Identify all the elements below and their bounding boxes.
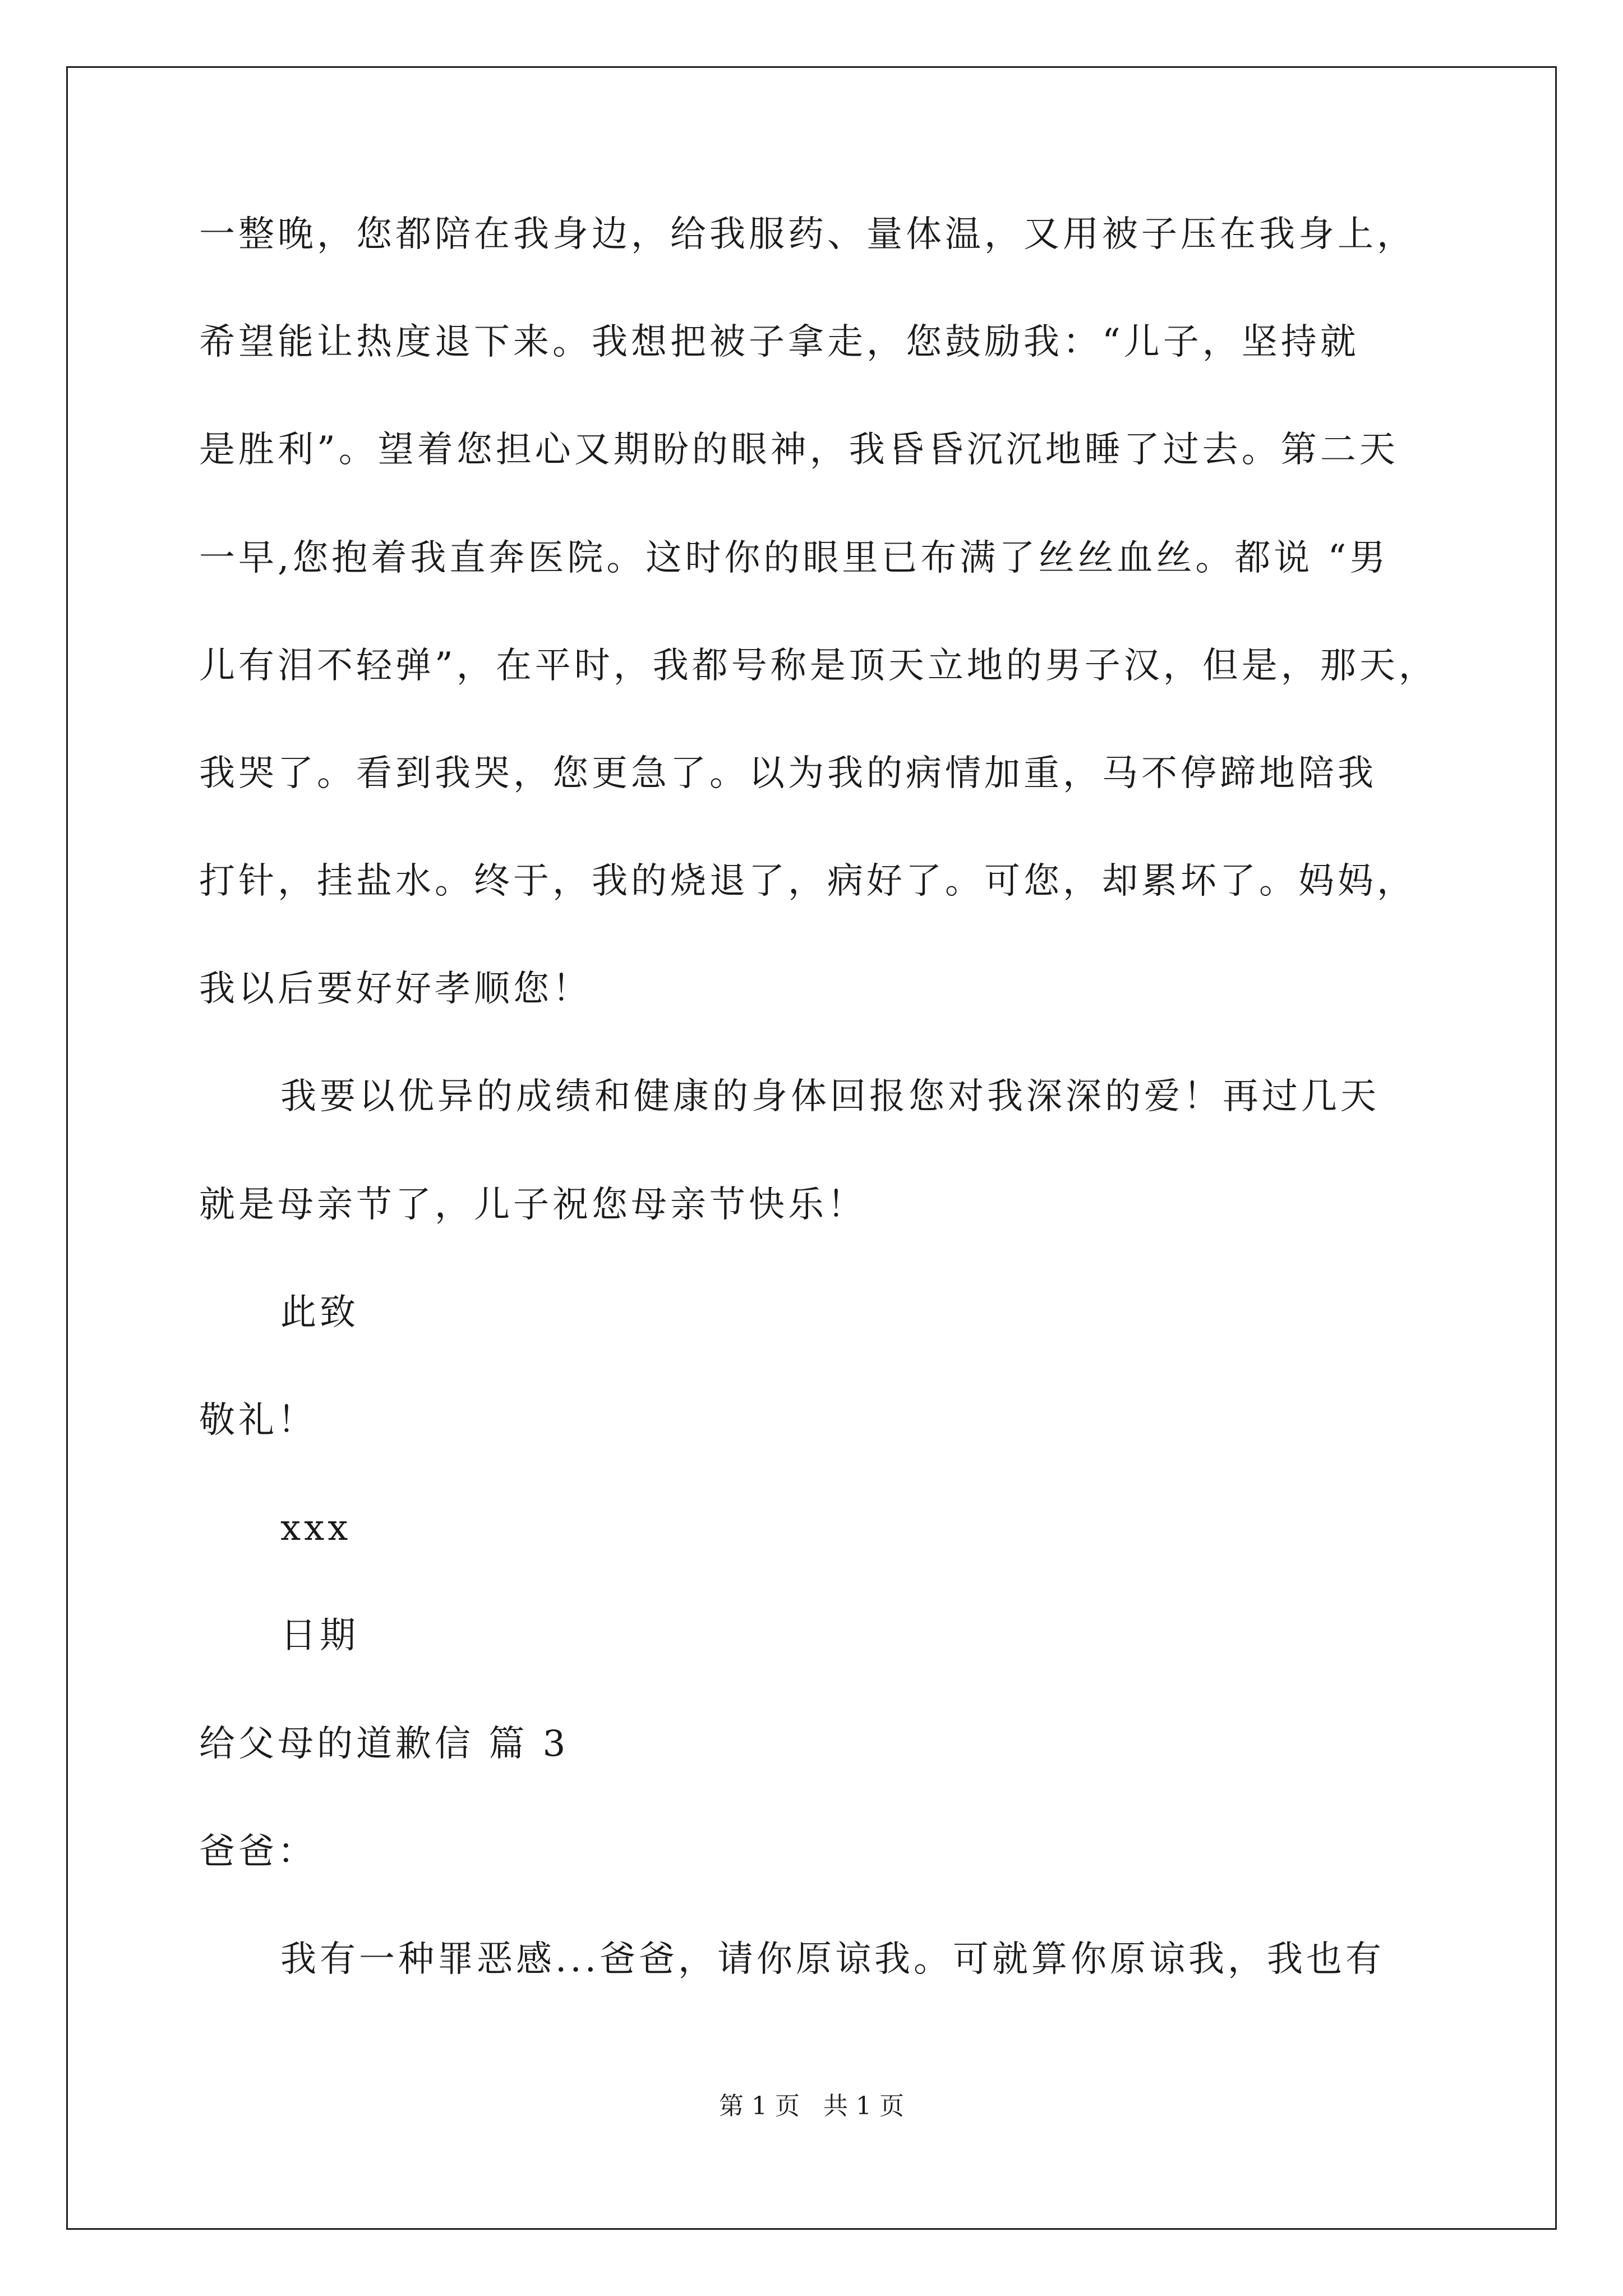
salutation-line: 敬礼！ [199,1400,317,1441]
paragraph-start-line: 我有一种罪恶感...爸爸，请你原谅我。可就算你原谅我，我也有 [280,1939,1385,1980]
signature-name: xxx [280,1507,352,1549]
page-border [66,66,1557,2230]
body-text-line: 就是母亲节了，儿子祝您母亲节快乐！ [199,1184,866,1226]
body-text-line: 我以后要好好孝顺您！ [199,968,592,1010]
body-text-line: 一早,您抱着我直奔医院。这时你的眼里已布满了丝丝血丝。都说 “男 [199,537,1389,579]
page-footer: 第 1 页 共 1 页 [719,2092,904,2120]
paragraph-start-line: 我要以优异的成绩和健康的身体回报您对我深深的爱！再过几天 [280,1076,1380,1117]
greeting-line: 爸爸： [199,1831,317,1872]
body-text-line: 打针，挂盐水。终于，我的烧退了，病好了。可您，却累坏了。妈妈， [199,861,1416,902]
body-text-line: 我哭了。看到我哭，您更急了。以为我的病情加重，马不停蹄地陪我 [199,753,1377,794]
signature-date: 日期 [280,1615,359,1657]
body-text-line: 儿有泪不轻弹”，在平时，我都号称是顶天立地的男子汉，但是，那天， [199,645,1438,687]
body-text-line: 希望能让热度退下来。我想把被子拿走，您鼓励我：“儿子，坚持就 [199,321,1359,363]
closing-line: 此致 [280,1292,359,1333]
section-heading: 给父母的道歉信 篇 3 [199,1723,569,1765]
body-text-line: 是胜利”。望着您担心又期盼的眼神，我昏昏沉沉地睡了过去。第二天 [199,429,1399,471]
body-text-line: 一整晚，您都陪在我身边，给我服药、量体温，又用被子压在我身上， [199,214,1416,255]
